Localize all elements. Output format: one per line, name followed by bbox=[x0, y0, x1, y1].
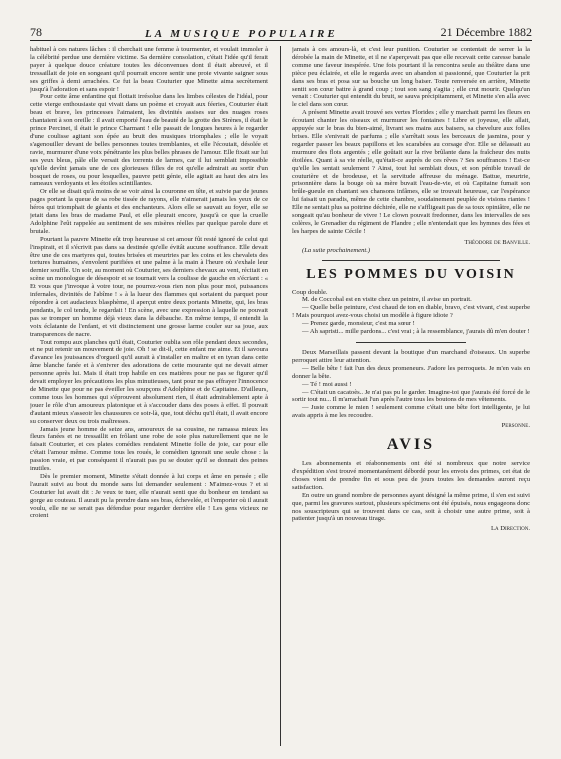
paragraph: Jamais jeune homme de seize ans, amoureux de sa cousine, ne ramassa mieux les fleurs fanées et ne tressaillit en frôlant une robe de soie plus naturellement que ne le faisait Couturier, et ces plates comédies rendaient Minette folle de joie, car pour elle c'était l'amour même. Comme tous les roués, le comédien ignorait une seule chose : la passion vraie, et par conséquent il n'aurait pas pu se douter qu'il se donnait des peines inutiles. bbox=[30, 425, 268, 473]
paragraph: Tout rompu aux planches qu'il était, Couturier oublia son rôle pendant deux secondes, et ne put retenir un mouvement de joie. Oh ! se dit-il, cette enfant me aime. Et il savoura d'avance les jouissances d'orgueil qu'il aurait à s'installer en maître et en tyran dans cette âme blanche fanée et à s'enivrer des adorations de cette mourante qui ne devait aimer personne après lui. Mais il était trop habile en ces matières pour ne pas se figurer qu'il devait employer les précautions les plus minutieuses, tant pour ne pas effrayer l'innocence de Minette que pour ne pas éveiller les soupçons d'Adolphine et de Capitaine. D'ailleurs, comme tous les hommes qui s'éprouvent absolument rien, il était admirablement apte à jouer le rôle d'un amoureux platonique et à s'accouder dans des poses à effet. Il pouvait d'autant mieux s'asseoir les chaussures ce soir-là, que, tout déchu qu'il était, il avait encore su conserver deux ou trois maîtresses. bbox=[30, 338, 268, 425]
story-signature: Personne. bbox=[501, 422, 530, 430]
story-paragraph: Deux Marseillais passent devant la boutique d'un marchand d'oiseaux. Un superbe perroquet attire leur attention. bbox=[292, 349, 530, 364]
notice-title: AVIS bbox=[386, 436, 436, 454]
paragraph: Pourtant la pauvre Minette eût trop heureuse si cet amour fût resté ignoré de celui qui l'inspirait, et il s'écrivit pas dans sa destinée qu'elle évitât aucune souffrance. Elle devait être une de ces martyres qui, toutes brisées et meurtries par les coins et les chevalets des tortures humaines, s'envolent purifiées et une palme à la main à l'heure où s'exhale leur dernier souffle. Un soir, au moment où Couturier, ses derniers chevaux au vent, récitait en scène un monologue de désespoir et se tournait vers la coulisse de gauche en s'écriant : « Et vous que j'invoque à votre tour, ne pourrez-vous rien non plus pour moi, puissances infernales, divinités de l'abîme ! » à la lueur des flammes qui sortaient du parquet pour répondre à cet audacieux blasphème, il aperçut entre deux portants Minette, qui, les bras pendants, le col tendu, le regardait ! En scène, avec une expression à laquelle ne pouvait pas se tromper un homme déjà vieux dans la débauche. En même temps, il entendit la voix éclatante de l'enfant, et vit distinctement une grosse larme couler sur sa joue, aux transparences de nacre. bbox=[30, 235, 268, 338]
story-divider bbox=[356, 342, 466, 343]
paragraph: habituel à ces natures lâches : il cherchait une femme à tourmenter, et voulait immoler à la célébrité perdue une dernière victime. Sa dernière consolation, c'était l'idée qu'il ferait payer à quelque douce créature toutes les déconvenues dont il était abreuvé, et il tressaillait de joie en songeant qu'il pourrait encore sentir une proie vivante saigner sous ses griffes à demi arrachées. Ce fut la beau Couturier que Minette aima secrètement jusqu'à l'adoration et sans espoir ! bbox=[30, 46, 268, 93]
story-title: LES POMMES DU VOISIN bbox=[306, 266, 516, 282]
page-header bbox=[30, 22, 532, 40]
story-paragraph: — Té ! moi aussi ! bbox=[302, 380, 352, 388]
issue-date: 21 Décembre 1882 bbox=[440, 25, 532, 39]
publication-title: LA MUSIQUE POPULAIRE bbox=[145, 28, 338, 40]
story-paragraph: — Ah sapristi... mille pardons... c'est vrai ; à la ressemblance, j'aurais dû m'en douter ! bbox=[302, 328, 530, 336]
notice-paragraph: Les abonnements et réabonnements ont été si nombreux que notre service d'expédition s'est trouvé momentanément débordé pour les envois des primes, cet état de choses vient de prendre fin et sous peu de jours toutes les demandes auront reçu satisfaction. bbox=[292, 460, 530, 491]
story-paragraph: Coup double. bbox=[292, 288, 328, 296]
page-number: 78 bbox=[30, 25, 42, 39]
author-signature: Théodore de Banville. bbox=[464, 238, 530, 246]
story-paragraph: — Juste comme le mien ! seulement comme c'était une bête fort intelligente, je lui avais appris à me les recoudre. bbox=[292, 404, 530, 420]
continuation-note: (La suite prochainement.) bbox=[302, 246, 371, 254]
paragraph: A présent Minette avait trouvé ses vertes Florides ; elle y marchait parmi les fleurs en écoutant chanter les oiseaux et murmurer les fontaines ! Libre et joyeuse, elle allait, appuyée sur le bras du bien-aimé, livrant ses mains aux baisers, sa chevelure aux folles brises. Elle s'enivrait de parfums ; elle s'arrêtait sous les berceaux de jasmins, pour y regarder passer les beaux papillons et les scarabées au corsage d'or. Elle se délassait au murmure des flots argentés ; elle goûtait sur la rive brûlante dans la fraîcheur des nuits étoilées. Quant à sa vie réelle, qu'était-ce auprès de ces rêves ? Ses souffrances ! Est-ce qu'elle les sentait seulement ? Ainsi, tout lui semblait doux, et son pénible travail de couturière et de brodeuse, et la servitude affreuse du ménage. Battue, meurtrie, prisonnière dans la bouge où sa mère buvait l'eau-de-vie, et où Capitaine fumait son brûle-gueule en chantant ses chansons infâmes, elle se trouvait heureuse, car l'espérance lui faisait un paradis, même de cette chambre, soudainement peuplée de visions riantes ! Elle ne sentait plus sa poitrine déchirée, elle ne s'affligeait pas de sa toux opiniâtre, elle ne songeait qu'au bonheur de vivre ! Le clown pouvait fredonner, dans les intervalles de ses colères, le Grenadier du régiment de Flandre ; elle n'entendait que les hymnes des fées et les harpes de sainte Cécile ! bbox=[292, 109, 530, 235]
paragraph: Pour cette âme enfantine qui flottait irrésolue dans les limbes célestes de l'idéal, pour cette vierge enthousiaste qui vivait dans un poème et croyait aux féeries, Couturier était beau et brave, les princesses l'aimaient, les divinités assises sur des nuages roses chantaient à son oreille : il avait emporté l'eau de beauté de la grotte des Sirènes, il était le prince Percinet, il était le prince Charmant ! elle passait de longues heures à le regarder d'une coulisse agitant son épée au bruit des musiques triomphales ; elle le voyait s'agenouiller devant de belles personnes toutes tremblantes, et elle l'écoutait, désolée et ravie, murmurer d'une voix pénétrante les plus belles phrases de l'amour. Elle fixait sur lui ses yeux bleus, pâle elle versait des torrents de larmes, car il lui semblait impossible qu'elle devînt jamais une de ces glorieuses filles de roi qu'elle admirait au sortir d'un bosquet de roses, ou pour lesquelles, pauvre petit génie, elle agitait au haut des airs les rameaux verdoyants et les étoiles scintillantes. bbox=[30, 93, 268, 188]
story-paragraph: — C'était un cacatoès.. Je n'ai pas pu le garder. Imagine-toi que j'aurais été forcé de le sortir tout nu... Il m'arrachait l'un après l'autre tous les boutons de mes vêtements. bbox=[292, 388, 530, 404]
column-divider bbox=[280, 46, 281, 746]
notice-signature: La Direction. bbox=[490, 525, 530, 533]
left-column bbox=[30, 46, 268, 746]
story-paragraph: — Quelle belle peinture, c'est chaud de ton en diable, bravo, c'est vivant, c'est superbe ! Mais pourquoi avez-vous choisi un modèle à figure idiote ? bbox=[292, 304, 530, 320]
paragraph: jamais à ces amours-là, et c'est leur punition. Couturier se contentait de serrer la la dérobée la main de Minette, et il ne s'aperçevait pas que elle recevait cette caresse banale comme une faveur inespérée. Une fois pourtant il la rencontra seule au théâtre dans une pièce peu éclairée, et elle le regarda avec un abandon si passionné, que Couturier la prit dans ses bras et posa sur sa bouche un long baiser. Toute renversée en arrière, Minette sentit son cœur battre à grand coup ; tout son sang s'agita ; elle crut mourir. Quelqu'un venait : Couturier qui entendit du bruit, se sauva précipitamment, et Minette s'en alla avec le ciel dans son cœur. bbox=[292, 46, 530, 109]
newspaper-page bbox=[30, 22, 532, 750]
story-paragraph: — Prenez garde, monsieur, c'est ma sœur ! bbox=[302, 320, 415, 328]
paragraph: Dès le premier moment, Minette s'était donnée à lui corps et âme en pensée ; elle l'aurait suivi au bout du monde sans lui demander seulement : M'aimez-vous ? et si Couturier lui avait dit : Je veux te tuer, elle n'aurait senti que du bonheur en tendant sa gorge au couteau. Il aurait pu la prendre dans ses bras, échevelée, et l'emporter où il aurait voulu, elle ne se serait pas défendue pour regarder derrière elle ! Les gens vicieux ne croient bbox=[30, 472, 268, 520]
notice-paragraph: En outre un grand nombre de personnes ayant désigné la même prime, il s'en est suivi que, parmi les gravures surtout, plusieurs spécimens ont été épuisés, nous engageons donc nos souscripteurs qui se trouvent dans ce cas, soit à choisir une autre prime, soit à patienter jusqu'à un nouveau tirage. bbox=[292, 491, 530, 523]
story-paragraph: — Belle bête ! fait l'un des deux promeneurs. J'adore les perroquets. Je m'en vais en donner la bête. bbox=[292, 364, 530, 380]
section-divider bbox=[322, 260, 500, 261]
right-column bbox=[292, 46, 530, 746]
header-rule bbox=[30, 40, 532, 41]
story-paragraph: M. de Coccobal est en visite chez un peintre, il avise un portrait. bbox=[302, 296, 472, 304]
paragraph: Or elle se disait qu'à moins de se voir ainsi la couronne en tête, et suivie par de jeunes pages portant la queue de sa robe tissée de rayons, elle n'aimerait jamais les yeux de ce héros qui triomphait de géants et des enchanteurs. Alors elle se sauvait au foyer, elle se jetait dans les bras de madame Paul, et elle pleurait encore, jusqu'à ce que la cruelle Adolphine l'eût rappelée au sentiment de ses misères réelles par quelque parole dure et brutale. bbox=[30, 188, 268, 235]
